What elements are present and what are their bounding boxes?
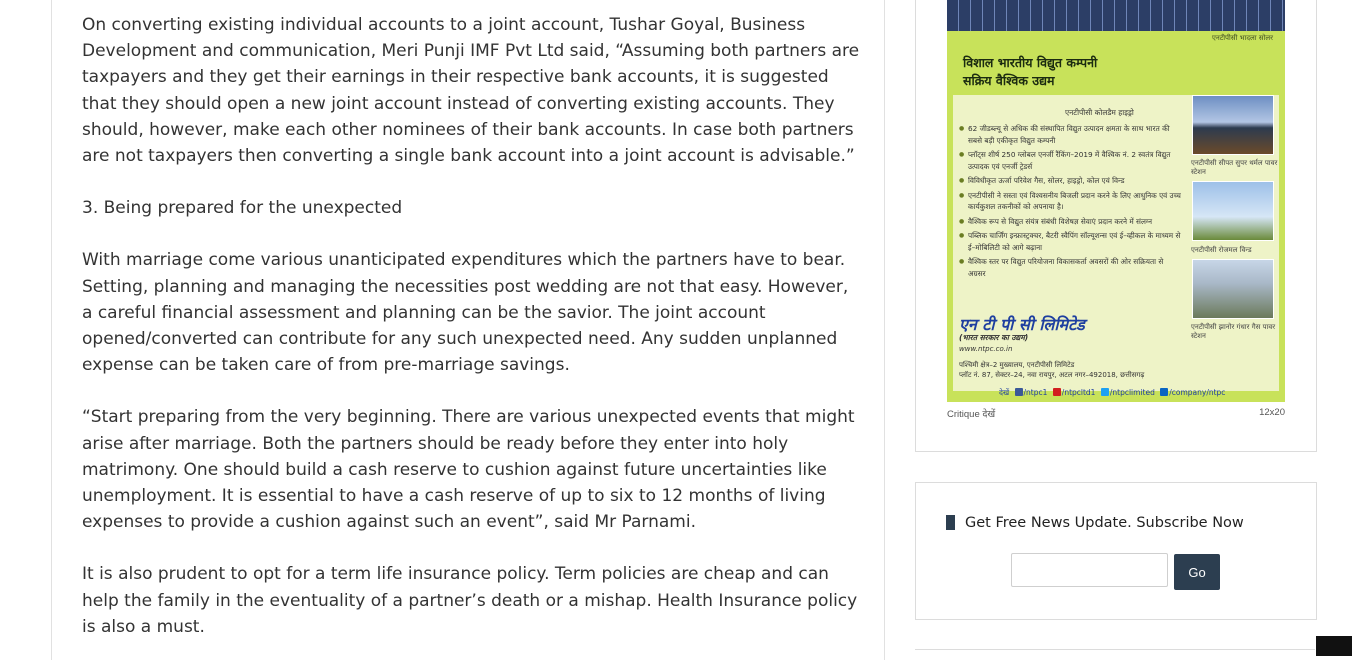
photo-caption: एनटीपीसी झानोर गंधार गैस पावर स्टेशन [1191, 323, 1276, 340]
social-prefix: देखें [999, 388, 1010, 397]
ad-brand-subtitle: (भारत सरकार का उद्यम) [959, 333, 1029, 342]
next-widget-edge [915, 649, 1315, 670]
ad-bullet-list [959, 123, 1181, 282]
ad-url: www.ntpc.co.in [959, 345, 1013, 353]
ntpc-logo-text: एन टी पी सी लिमिटेड [959, 315, 1085, 334]
youtube-icon [1053, 388, 1061, 396]
back-to-top-button[interactable] [1316, 636, 1352, 656]
ntpc-advertisement[interactable] [947, 0, 1285, 402]
gas-plant-photo [1192, 259, 1274, 319]
article-paragraph: On converting existing individual accounts to a joint account, Tushar Goyal, Business Development and communication, Meri Punji IMF Pvt Ltd said, “Assuming both partners are taxpayers and they get their earnings in their respective bank accounts, it is suggested that they should open a new joint account instead of converting existing accounts. They should, however, make each other nominees of their bank accounts. In case both partners are not taxpayers then converting a single bank account into a joint account is advisable.” [82, 15, 860, 167]
ad-bullet: ● एनटीपीसी ने सस्ता एवं विश्वसनीय बिजली प्रदान करने के लिए आधुनिक एवं उच्च कार्यकुशल तकनीकों को अपनाया है। [959, 190, 1181, 213]
article-paragraph: “Start preparing from the very beginning. There are various unexpected events that might arise after marriage. Both the partners should be ready before they enter into holy matrimony. One should build a cash reserve to cushion against future uncertainties like unemployment. It is essential to have a cash reserve of up to six to 12 months of living expenses to provide a cushion against such an event”, said Mr Parnami. [82, 407, 855, 533]
social-handle: /ntpcltd1 [1061, 388, 1096, 397]
ad-subtitle: एनटीपीसी कोलडैम हाइड्रो [1065, 108, 1134, 117]
ad-headline [963, 54, 1097, 90]
ad-meta-right: 12x20 [1259, 407, 1285, 418]
subscribe-title [946, 515, 1244, 531]
ad-bullet: ● पब्लिक चार्जिंग इन्फ्रास्ट्रक्चर, बैटरी स्वैपिंग सॉल्यूशन्स एवं ई–व्हीकल के माध्यम से ई–मोबिलिटी को आगे बढ़ाना [959, 230, 1181, 253]
facebook-icon [1015, 388, 1023, 396]
ad-social-links [999, 388, 1225, 398]
sidebar-ad-widget [915, 0, 1317, 452]
social-handle: /ntpc1 [1023, 388, 1048, 397]
photo-caption: एनटीपीसी रोजमल विन्ड [1191, 246, 1252, 254]
ad-bullet: ● 62 जीडब्ल्यू से अधिक की संस्थापित विद्युत उत्पादन क्षमता के साथ भारत की सबसे बड़ी एकीकृत विद्युत कम्पनी [959, 123, 1181, 146]
subscribe-widget [915, 482, 1317, 620]
photo-caption: एनटीपीसी सीपत सुपर थर्मल पावर स्टेशन [1191, 159, 1278, 176]
twitter-icon [1101, 388, 1109, 396]
title-marker-icon [946, 515, 955, 530]
subscribe-go-button[interactable]: Go [1174, 554, 1220, 590]
ad-address-line: पश्चिमी क्षेत्र–2 मुख्यालय, एनटीपीसी लिमिटेड [959, 361, 1075, 369]
ad-headline-line: सक्रिय वैश्विक उद्यम [963, 73, 1055, 88]
article-column [51, 0, 885, 660]
ad-address [959, 360, 1144, 380]
solar-panel-image [947, 0, 1285, 31]
ad-bullet: ● वैश्विक स्तर पर विद्युत परियोजना विकासकर्ता अवसरों की ओर सक्रियता से अग्रसर [959, 256, 1181, 279]
linkedin-icon [1160, 388, 1168, 396]
article-paragraph: It is also prudent to opt for a term life insurance policy. Term policies are cheap and can help the family in the eventuality of a partner’s death or a mishap. Health Insurance policy is also a must. [82, 564, 858, 637]
subscribe-title-text: Get Free News Update. Subscribe Now [965, 515, 1244, 531]
ad-address-line: प्लॉट नं. 87, सेक्टर–24, नवा रायपुर, अटल नगर–492018, छत्तीसगढ़ [959, 371, 1145, 379]
article-subheading: 3. Being prepared for the unexpected [82, 198, 403, 219]
ad-bullet: ● वैश्विक रूप से विद्युत संयंत्र संबंधी विशेषज्ञ सेवाएं प्रदान करने में संलग्न [959, 216, 1181, 228]
social-handle: /ntpclimited [1109, 388, 1155, 397]
subscribe-email-input[interactable] [1011, 553, 1168, 587]
article-paragraph: With marriage come various unanticipated expenditures which the partners have to bear. Setting, planning and managing the necessities post wedding are not that easy. However, a careful financial assessment and planning can be the savior. The joint account opened/converted can contribute for any such unexpected need. Any sudden unplanned expense can be taken care of from pre-marriage savings. [82, 250, 849, 376]
ad-bullet: ● प्लॉट्स शीर्ष 250 ग्लोबल एनर्जी रैंकिंग–2019 में वैश्विक नं. 2 स्वतंत्र विद्युत उत्पादक एवं एनर्जी ट्रेडर्स [959, 149, 1181, 172]
social-handle: /company/ntpc [1169, 388, 1226, 397]
power-plant-photo [1192, 95, 1274, 155]
article-body [82, 12, 862, 666]
ad-meta-left: Critique देखें [947, 409, 996, 420]
solar-caption: एनटीपीसी भादला सोलर [1211, 34, 1273, 42]
ad-headline-line: विशाल भारतीय विद्युत कम्पनी [963, 55, 1098, 70]
ad-bullet: ● विविधीकृत ऊर्जा परिवेश गैस, सोलर, हाइड्रो, कोल एवं विन्ड [959, 175, 1181, 187]
wind-turbine-photo [1192, 181, 1274, 241]
ad-meta-row [947, 407, 1285, 420]
